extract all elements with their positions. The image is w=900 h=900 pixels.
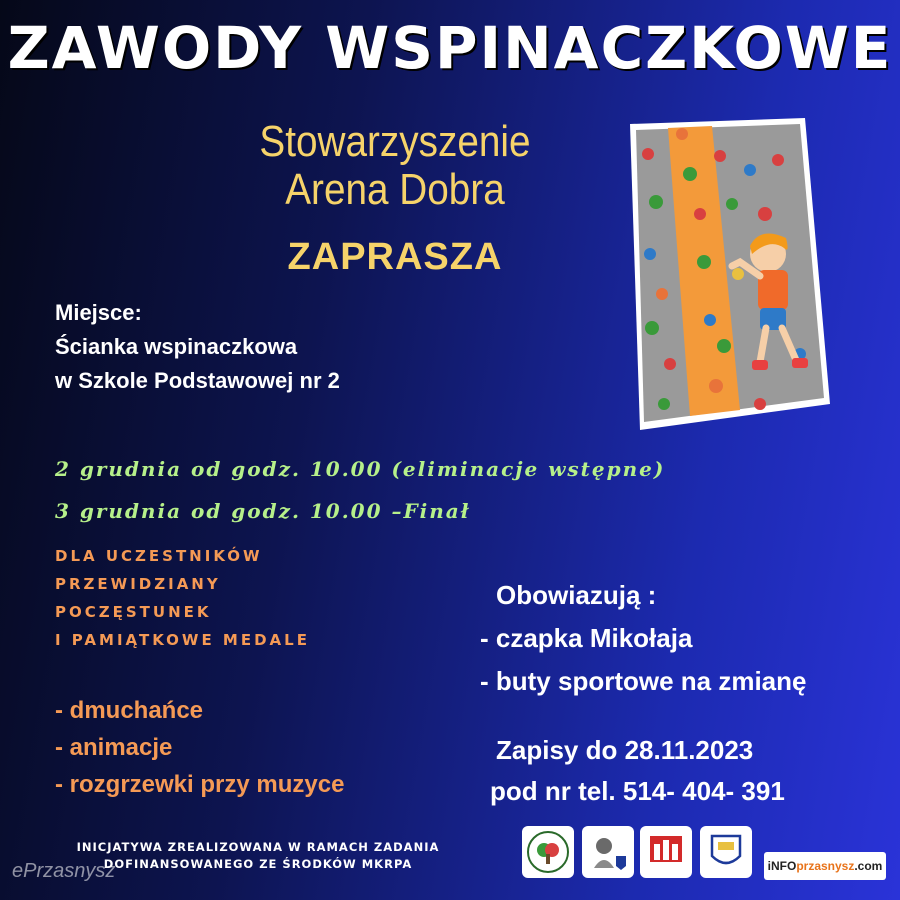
- watermark: ePrzasnysz: [12, 860, 116, 882]
- dates-list: [55, 448, 665, 532]
- place-info: [55, 296, 340, 398]
- perks-list: [55, 542, 310, 654]
- perk-line: POCZĘSTUNEK: [55, 603, 212, 621]
- date-eliminations: 2 grudnia od godz. 10.00 (eliminacje wstępne): [55, 457, 666, 481]
- organizer-line-1: Stowarzyszenie: [259, 117, 531, 166]
- sponsor-logo-part-3: .com: [854, 859, 883, 873]
- perk-line: PRZEWIDZIANY: [55, 575, 221, 593]
- date-final: 3 grudnia od godz. 10.00 –Finał: [55, 499, 471, 523]
- city-coat-of-arms-icon: [640, 826, 692, 878]
- sponsor-logo-part-1: iNFO: [767, 859, 797, 873]
- place-line-2: w Szkole Podstawowej nr 2: [55, 368, 340, 393]
- requirements: [480, 574, 807, 703]
- funding-line-2: DOFINANSOWANEGO ZE ŚRODKÓW MKRPA: [103, 857, 413, 871]
- attractions-list: [55, 692, 344, 803]
- association-logo-icon: [522, 826, 574, 878]
- school-logo-icon: [582, 826, 634, 878]
- climbing-wall-illustration: [620, 114, 835, 434]
- organizer-line-2: Arena Dobra: [285, 165, 505, 214]
- poster-title: ZAWODY WSPINACZKOWE: [7, 14, 893, 82]
- attraction-item: - rozgrzewki przy muzyce: [55, 771, 345, 798]
- requirement-item: - buty sportowe na zmianę: [480, 666, 807, 696]
- perk-line: I PAMIĄTKOWE MEDALE: [55, 631, 310, 649]
- attraction-item: - dmuchańce: [55, 697, 204, 724]
- place-line-1: Ścianka wspinaczkowa: [55, 334, 298, 359]
- signup-deadline: Zapisy do 28.11.2023: [496, 735, 754, 765]
- attraction-item: - animacje: [55, 734, 173, 761]
- perk-line: DLA UCZESTNIKÓW: [55, 547, 263, 565]
- funding-line-1: INICJATYWA ZREALIZOWANA W RAMACH ZADANIA: [76, 840, 440, 854]
- invite-text: ZAPRASZA: [287, 236, 503, 278]
- infoprzasnysz-logo: [764, 852, 886, 880]
- mkrpa-logo-icon: [700, 826, 752, 878]
- sponsor-logo-part-2: przasnysz: [796, 859, 855, 873]
- organizer-name: [223, 118, 566, 214]
- requirement-item: - czapka Mikołaja: [480, 623, 693, 653]
- place-label: Miejsce:: [55, 300, 142, 325]
- signup-phone: pod nr tel. 514- 404- 391: [490, 776, 785, 806]
- signup-info: [490, 730, 785, 812]
- requirements-heading: Obowiazują :: [496, 580, 657, 610]
